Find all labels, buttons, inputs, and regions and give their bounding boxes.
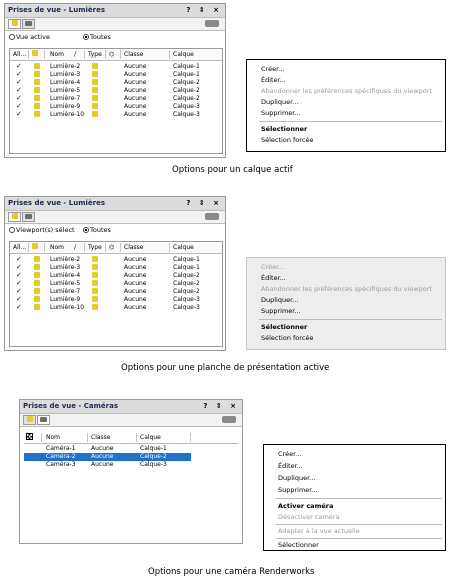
type-glyph bbox=[92, 280, 98, 286]
col-divider bbox=[105, 50, 106, 59]
panel-title: Prises de vue - Lumières bbox=[8, 6, 106, 14]
row-class: Aucune bbox=[124, 95, 147, 102]
menu-item-force-select[interactable]: Sélection forcée bbox=[261, 136, 314, 144]
light-icon-glyph bbox=[34, 272, 40, 278]
menu-item-create[interactable]: Créer... bbox=[278, 450, 302, 458]
light-icon-glyph bbox=[34, 71, 40, 77]
lights-table bbox=[9, 48, 223, 154]
radio-label: Vue active bbox=[16, 33, 50, 41]
col-divider bbox=[120, 50, 121, 59]
table-header bbox=[10, 49, 222, 61]
radio-label: Toutes bbox=[90, 226, 111, 234]
type-icon bbox=[92, 304, 98, 312]
light-icon bbox=[34, 111, 40, 119]
panel-title: Prises de vue - Caméras bbox=[23, 402, 119, 410]
type-icon bbox=[92, 280, 98, 288]
col-divider bbox=[120, 243, 121, 252]
cameras-panel bbox=[19, 399, 243, 544]
row-class: Aucune bbox=[124, 272, 147, 279]
check-icon[interactable]: ✓ bbox=[16, 304, 22, 311]
light-icon bbox=[34, 63, 40, 71]
panel-titlebar bbox=[20, 400, 242, 414]
tab-lights[interactable] bbox=[8, 212, 21, 222]
menu-item-create[interactable]: Créer... bbox=[261, 65, 285, 73]
type-icon bbox=[92, 103, 98, 111]
table-row[interactable] bbox=[10, 95, 222, 102]
light-icon-glyph bbox=[34, 288, 40, 294]
menu-item-abandon-prefs: Abandonner les préférences spécifiques du viewport bbox=[261, 285, 432, 293]
menu-separator bbox=[276, 524, 442, 525]
row-name: Lumière-10 bbox=[50, 304, 85, 311]
panel-titlebar bbox=[5, 4, 225, 18]
row-name: Lumière-3 bbox=[50, 264, 81, 271]
cameras-table bbox=[24, 432, 238, 538]
row-class: Aucune bbox=[124, 280, 147, 287]
check-icon[interactable]: ✓ bbox=[16, 79, 22, 86]
caption-sheet-layer: Options pour une planche de présentation active bbox=[121, 363, 330, 373]
type-glyph bbox=[92, 111, 98, 117]
col-type[interactable]: Type bbox=[88, 51, 102, 58]
row-class: Aucune bbox=[124, 264, 147, 271]
col-name[interactable]: Nom bbox=[50, 51, 65, 58]
row-class: Aucune bbox=[124, 256, 147, 263]
light-icon bbox=[34, 272, 40, 280]
row-name: Lumière-5 bbox=[50, 87, 81, 94]
filter-radios bbox=[5, 31, 225, 43]
table-row[interactable] bbox=[10, 304, 222, 311]
row-layer: Calque-2 bbox=[173, 87, 200, 94]
col-name[interactable]: Nom bbox=[46, 434, 61, 441]
menu-item-delete[interactable]: Supprimer... bbox=[261, 307, 301, 315]
panel-menu-button[interactable] bbox=[205, 20, 219, 27]
radio-all[interactable] bbox=[83, 226, 111, 234]
col-divider bbox=[28, 50, 29, 59]
render-icon[interactable]: ⌬ bbox=[109, 51, 115, 58]
light-icon bbox=[34, 288, 40, 296]
menu-item-delete[interactable]: Supprimer... bbox=[278, 486, 318, 494]
light-icon-glyph bbox=[34, 280, 40, 286]
col-divider bbox=[136, 433, 137, 442]
row-name: Lumière-9 bbox=[50, 296, 81, 303]
col-divider bbox=[190, 433, 191, 442]
light-icon bbox=[34, 87, 40, 95]
col-divider bbox=[41, 433, 42, 442]
row-name: Caméra-1 bbox=[46, 445, 76, 452]
row-name: Lumière-2 bbox=[50, 63, 81, 70]
light-icon bbox=[34, 256, 40, 264]
row-name: Lumière-5 bbox=[50, 280, 81, 287]
type-icon bbox=[92, 111, 98, 119]
caption-active-layer: Options pour un calque actif bbox=[172, 165, 293, 175]
type-glyph bbox=[92, 71, 98, 77]
row-class: Aucune bbox=[91, 461, 114, 468]
checker-icon bbox=[26, 433, 33, 440]
table-header bbox=[10, 242, 222, 254]
light-icon bbox=[32, 243, 38, 249]
row-layer: Calque-3 bbox=[140, 461, 167, 468]
light-icon-glyph bbox=[34, 63, 40, 69]
light-icon bbox=[34, 79, 40, 87]
panel-tabs bbox=[20, 414, 242, 427]
col-layer[interactable]: Calque bbox=[173, 244, 194, 251]
radio-selected-viewports[interactable] bbox=[9, 226, 75, 234]
light-icon bbox=[34, 280, 40, 288]
menu-item-edit[interactable]: Éditer... bbox=[278, 462, 303, 470]
light-icon bbox=[34, 296, 40, 304]
row-name: Lumière-10 bbox=[50, 111, 85, 118]
row-name: Caméra-2 bbox=[46, 453, 76, 460]
menu-item-edit[interactable]: Éditer... bbox=[261, 76, 286, 84]
light-icon bbox=[32, 50, 38, 56]
row-class: Aucune bbox=[124, 71, 147, 78]
menu-separator bbox=[259, 319, 442, 320]
menu-item-delete[interactable]: Supprimer... bbox=[261, 109, 301, 117]
row-name: Lumière-4 bbox=[50, 79, 81, 86]
radio-off-icon bbox=[9, 227, 15, 233]
table-row[interactable] bbox=[10, 264, 222, 271]
col-divider bbox=[84, 50, 85, 59]
col-active[interactable] bbox=[26, 432, 33, 443]
col-class[interactable]: Classe bbox=[124, 244, 144, 251]
type-icon bbox=[92, 71, 98, 79]
col-visibility[interactable] bbox=[32, 242, 38, 253]
row-name: Lumière-2 bbox=[50, 256, 81, 263]
row-class: Aucune bbox=[91, 453, 114, 460]
type-icon bbox=[92, 264, 98, 272]
col-class[interactable]: Classe bbox=[91, 434, 111, 441]
table-row[interactable] bbox=[10, 256, 222, 263]
col-all[interactable]: All... bbox=[13, 51, 27, 58]
menu-item-activate-camera[interactable]: Activer caméra bbox=[278, 502, 334, 510]
panel-menu-button[interactable] bbox=[222, 416, 236, 423]
type-glyph bbox=[92, 79, 98, 85]
row-name: Lumière-7 bbox=[50, 95, 81, 102]
light-icon-glyph bbox=[34, 87, 40, 93]
light-icon-glyph bbox=[34, 296, 40, 302]
row-class: Aucune bbox=[124, 79, 147, 86]
row-layer: Calque-1 bbox=[173, 63, 200, 70]
type-glyph bbox=[92, 63, 98, 69]
table-row[interactable] bbox=[24, 461, 238, 469]
table-header bbox=[24, 432, 238, 444]
check-icon[interactable]: ✓ bbox=[16, 280, 22, 287]
col-divider bbox=[84, 243, 85, 252]
table-row[interactable] bbox=[10, 288, 222, 295]
menu-item-duplicate[interactable]: Dupliquer... bbox=[261, 98, 299, 106]
row-class: Aucune bbox=[124, 111, 147, 118]
filter-radios bbox=[5, 224, 225, 236]
col-divider bbox=[169, 50, 170, 59]
type-glyph bbox=[92, 288, 98, 294]
panel-window-buttons[interactable]: ? ⇕ × bbox=[186, 199, 222, 207]
menu-separator bbox=[276, 538, 442, 539]
row-layer: Calque-1 bbox=[173, 264, 200, 271]
panel-menu-button[interactable] bbox=[205, 213, 219, 220]
row-layer: Calque-2 bbox=[173, 272, 200, 279]
light-icon bbox=[34, 71, 40, 79]
type-icon bbox=[92, 79, 98, 87]
table-row[interactable] bbox=[10, 296, 222, 303]
menu-item-abandon-prefs: Abandonner les préférences spécifiques du viewport bbox=[261, 87, 432, 95]
light-icon-glyph bbox=[34, 103, 40, 109]
type-icon bbox=[92, 256, 98, 264]
col-all[interactable]: All... bbox=[13, 244, 27, 251]
radio-label: Toutes bbox=[90, 33, 111, 41]
row-name: Caméra-3 bbox=[46, 461, 76, 468]
row-name: Lumière-7 bbox=[50, 288, 81, 295]
row-class: Aucune bbox=[91, 445, 114, 452]
panel-window-buttons[interactable]: ? ⇕ × bbox=[186, 6, 222, 14]
col-class[interactable]: Classe bbox=[124, 51, 144, 58]
radio-active-view[interactable] bbox=[9, 33, 50, 41]
check-icon[interactable]: ✓ bbox=[16, 272, 22, 279]
row-class: Aucune bbox=[124, 304, 147, 311]
row-layer: Calque-2 bbox=[173, 280, 200, 287]
menu-item-select[interactable]: Sélectionner bbox=[278, 541, 319, 549]
table-row[interactable] bbox=[10, 272, 222, 279]
table-row[interactable] bbox=[10, 103, 222, 110]
light-icon bbox=[34, 103, 40, 111]
tab-lights[interactable] bbox=[8, 19, 21, 29]
lights-table bbox=[9, 241, 223, 347]
row-name: Lumière-9 bbox=[50, 103, 81, 110]
panel-window-buttons[interactable]: ? ⇕ × bbox=[203, 402, 239, 410]
menu-item-create: Créer... bbox=[261, 263, 285, 271]
type-icon bbox=[92, 95, 98, 103]
row-layer: Calque-1 bbox=[173, 256, 200, 263]
light-icon bbox=[12, 213, 18, 219]
check-icon[interactable]: ✓ bbox=[16, 87, 22, 94]
type-glyph bbox=[92, 272, 98, 278]
lights-panel-active-layer bbox=[4, 3, 226, 158]
radio-off-icon bbox=[9, 34, 15, 40]
radio-on-icon bbox=[83, 227, 89, 233]
table-row[interactable] bbox=[10, 63, 222, 70]
sort-icon: / bbox=[74, 244, 77, 251]
light-icon-glyph bbox=[34, 95, 40, 101]
camera-icon bbox=[25, 21, 32, 26]
light-icon bbox=[34, 95, 40, 103]
row-name: Lumière-3 bbox=[50, 71, 81, 78]
check-icon[interactable]: ✓ bbox=[16, 264, 22, 271]
light-icon bbox=[12, 20, 18, 26]
col-name[interactable]: Nom bbox=[50, 244, 65, 251]
tab-lights[interactable] bbox=[23, 415, 36, 425]
type-glyph bbox=[92, 87, 98, 93]
row-layer: Calque-3 bbox=[173, 111, 200, 118]
menu-separator bbox=[276, 498, 442, 499]
row-class: Aucune bbox=[124, 63, 147, 70]
panel-tabs bbox=[5, 211, 225, 224]
table-row[interactable] bbox=[24, 445, 238, 453]
menu-separator bbox=[259, 121, 442, 122]
col-divider bbox=[28, 243, 29, 252]
col-visibility[interactable] bbox=[32, 49, 38, 60]
light-icon-glyph bbox=[34, 256, 40, 262]
menu-item-duplicate[interactable]: Dupliquer... bbox=[278, 474, 316, 482]
context-menu-camera bbox=[263, 444, 446, 551]
check-icon[interactable]: ✓ bbox=[16, 288, 22, 295]
check-icon[interactable]: ✓ bbox=[16, 256, 22, 263]
panel-title: Prises de vue - Lumières bbox=[8, 199, 106, 207]
light-icon bbox=[34, 264, 40, 272]
light-icon-glyph bbox=[34, 304, 40, 310]
row-layer: Calque-2 bbox=[173, 288, 200, 295]
row-layer: Calque-2 bbox=[173, 79, 200, 86]
radio-label: Viewport(s) sélect bbox=[16, 226, 75, 234]
row-layer: Calque-3 bbox=[173, 103, 200, 110]
camera-icon bbox=[25, 214, 32, 219]
table-row[interactable] bbox=[10, 71, 222, 78]
menu-item-edit[interactable]: Éditer... bbox=[261, 274, 286, 282]
tab-cameras[interactable] bbox=[22, 19, 35, 29]
table-row[interactable] bbox=[10, 87, 222, 94]
check-icon[interactable]: ✓ bbox=[16, 63, 22, 70]
row-class: Aucune bbox=[124, 103, 147, 110]
type-icon bbox=[92, 63, 98, 71]
sort-icon: / bbox=[74, 51, 77, 58]
light-icon bbox=[34, 304, 40, 312]
col-type[interactable]: Type bbox=[88, 244, 102, 251]
radio-all[interactable] bbox=[83, 33, 111, 41]
tab-cameras[interactable] bbox=[37, 415, 50, 425]
col-divider bbox=[87, 433, 88, 442]
col-divider bbox=[105, 243, 106, 252]
row-layer: Calque-3 bbox=[173, 296, 200, 303]
check-icon[interactable]: ✓ bbox=[16, 71, 22, 78]
menu-item-select[interactable]: Sélectionner bbox=[261, 125, 308, 133]
table-row[interactable] bbox=[10, 79, 222, 86]
render-icon[interactable]: ⌬ bbox=[109, 244, 115, 251]
menu-item-duplicate[interactable]: Dupliquer... bbox=[261, 296, 299, 304]
panel-titlebar bbox=[5, 197, 225, 211]
row-class: Aucune bbox=[124, 87, 147, 94]
radio-on-icon bbox=[83, 34, 89, 40]
type-icon bbox=[92, 296, 98, 304]
context-menu-active-layer bbox=[246, 59, 446, 152]
caption-camera: Options pour une caméra Renderworks bbox=[148, 567, 315, 577]
check-icon[interactable]: ✓ bbox=[16, 103, 22, 110]
type-glyph bbox=[92, 264, 98, 270]
light-icon-glyph bbox=[34, 111, 40, 117]
light-icon bbox=[27, 416, 33, 422]
menu-item-select[interactable]: Sélectionner bbox=[261, 323, 308, 331]
type-icon bbox=[92, 87, 98, 95]
row-layer: Calque-3 bbox=[173, 304, 200, 311]
table-row[interactable] bbox=[10, 280, 222, 287]
camera-icon bbox=[40, 417, 47, 422]
panel-tabs bbox=[5, 18, 225, 31]
lights-panel-sheet-layer bbox=[4, 196, 226, 351]
col-layer[interactable]: Calque bbox=[140, 434, 161, 441]
menu-item-deactivate-camera: Désactiver caméra bbox=[278, 513, 340, 521]
col-layer[interactable]: Calque bbox=[173, 51, 194, 58]
type-icon bbox=[92, 272, 98, 280]
table-row[interactable] bbox=[10, 111, 222, 118]
context-menu-sheet-layer bbox=[246, 257, 446, 350]
row-class: Aucune bbox=[124, 288, 147, 295]
row-layer: Calque-2 bbox=[173, 95, 200, 102]
tab-cameras[interactable] bbox=[22, 212, 35, 222]
check-icon[interactable]: ✓ bbox=[16, 111, 22, 118]
type-glyph bbox=[92, 95, 98, 101]
type-glyph bbox=[92, 304, 98, 310]
light-icon-glyph bbox=[34, 264, 40, 270]
row-layer: Calque-2 bbox=[140, 453, 167, 460]
type-glyph bbox=[92, 256, 98, 262]
row-name: Lumière-4 bbox=[50, 272, 81, 279]
menu-item-adapt-view: Adapter à la vue actuelle bbox=[278, 527, 360, 535]
type-glyph bbox=[92, 103, 98, 109]
type-glyph bbox=[92, 296, 98, 302]
light-icon-glyph bbox=[34, 79, 40, 85]
check-icon[interactable]: ✓ bbox=[16, 95, 22, 102]
menu-item-force-select[interactable]: Sélection forcée bbox=[261, 334, 314, 342]
col-divider bbox=[44, 243, 45, 252]
check-icon[interactable]: ✓ bbox=[16, 296, 22, 303]
row-layer: Calque-1 bbox=[140, 445, 167, 452]
row-class: Aucune bbox=[124, 296, 147, 303]
table-row-selected[interactable] bbox=[24, 453, 191, 461]
row-layer: Calque-1 bbox=[173, 71, 200, 78]
type-icon bbox=[92, 288, 98, 296]
col-divider bbox=[44, 50, 45, 59]
col-divider bbox=[169, 243, 170, 252]
